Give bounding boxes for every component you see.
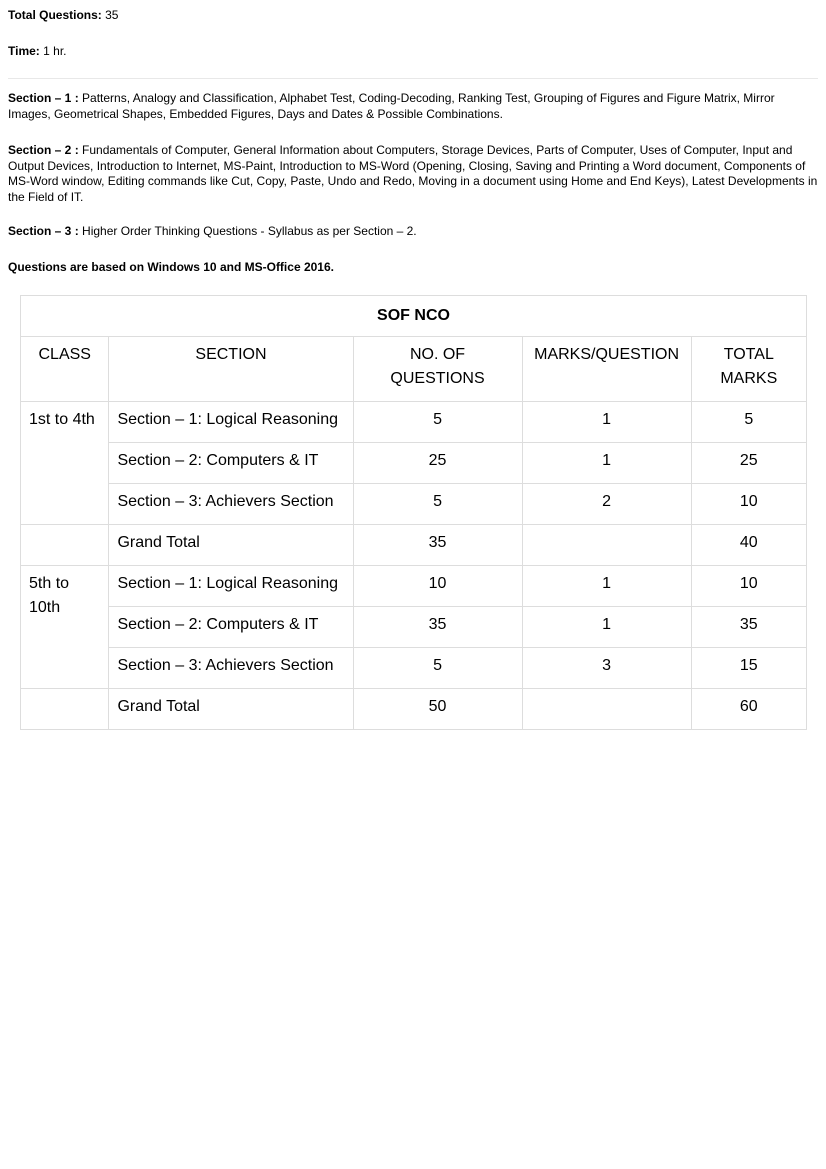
total-marks-cell: 10 [691, 484, 806, 525]
column-header-marks-per-question: MARKS/QUESTION [522, 337, 691, 402]
empty-marks-cell [522, 689, 691, 730]
section-3-label: Section – 3 : [8, 224, 79, 238]
table-row [21, 484, 807, 525]
section-cell: Section – 2: Computers & IT [109, 443, 353, 484]
section-3-description [8, 224, 820, 240]
table-header-row [21, 337, 807, 402]
column-header-questions: NO. OF QUESTIONS [353, 337, 522, 402]
table-title: SOF NCO [21, 296, 807, 337]
total-questions-value: 35 [105, 8, 119, 22]
section-cell: Section – 3: Achievers Section [109, 484, 353, 525]
marks-per-question-cell: 1 [522, 402, 691, 443]
grand-total-row [21, 525, 807, 566]
table-row [21, 402, 807, 443]
total-marks-cell: 10 [691, 566, 806, 607]
grand-total-label: Grand Total [109, 689, 353, 730]
grand-total-row [21, 689, 807, 730]
section-1-text: Patterns, Analogy and Classification, Alphabet Test, Coding-Decoding, Ranking Test, Grouping of Figures and Figure Matrix, Mirror Images, Geometrical Shapes, Embedded Figures, Days and Dates & Possible Combinations. [8, 91, 775, 121]
table-row [21, 566, 807, 607]
questions-cell: 5 [353, 402, 522, 443]
section-cell: Section – 1: Logical Reasoning [109, 566, 353, 607]
questions-cell: 35 [353, 607, 522, 648]
grand-total-label: Grand Total [109, 525, 353, 566]
section-2-label: Section – 2 : [8, 143, 79, 157]
total-marks-cell: 5 [691, 402, 806, 443]
table-row [21, 648, 807, 689]
column-header-section: SECTION [109, 337, 353, 402]
marks-per-question-cell: 2 [522, 484, 691, 525]
marks-per-question-cell: 1 [522, 566, 691, 607]
questions-cell: 5 [353, 648, 522, 689]
time-value: 1 hr. [43, 44, 67, 58]
grand-total-questions: 50 [353, 689, 522, 730]
marks-table [20, 295, 807, 730]
column-header-class: CLASS [21, 337, 109, 402]
section-2-description [8, 143, 820, 205]
section-3-text: Higher Order Thinking Questions - Syllabus as per Section – 2. [82, 224, 417, 238]
section-cell: Section – 2: Computers & IT [109, 607, 353, 648]
total-questions-line [8, 8, 118, 23]
table-title-row [21, 296, 807, 337]
empty-marks-cell [522, 525, 691, 566]
total-marks-cell: 15 [691, 648, 806, 689]
grand-total-marks: 60 [691, 689, 806, 730]
class-cell: 5th to 10th [21, 566, 109, 689]
questions-cell: 5 [353, 484, 522, 525]
section-1-label: Section – 1 : [8, 91, 79, 105]
divider [8, 78, 818, 79]
grand-total-marks: 40 [691, 525, 806, 566]
marks-per-question-cell: 1 [522, 607, 691, 648]
marks-per-question-cell: 3 [522, 648, 691, 689]
class-cell: 1st to 4th [21, 402, 109, 525]
marks-per-question-cell: 1 [522, 443, 691, 484]
total-questions-label: Total Questions: [8, 8, 102, 22]
total-marks-cell: 35 [691, 607, 806, 648]
section-1-description [8, 91, 820, 122]
grand-total-questions: 35 [353, 525, 522, 566]
questions-cell: 25 [353, 443, 522, 484]
column-header-total-marks: TOTAL MARKS [691, 337, 806, 402]
questions-cell: 10 [353, 566, 522, 607]
section-cell: Section – 3: Achievers Section [109, 648, 353, 689]
table-row [21, 607, 807, 648]
table-row [21, 443, 807, 484]
empty-class-cell [21, 525, 109, 566]
total-marks-cell: 25 [691, 443, 806, 484]
time-line [8, 44, 67, 59]
empty-class-cell [21, 689, 109, 730]
software-note: Questions are based on Windows 10 and MS-Office 2016. [8, 260, 334, 274]
section-cell: Section – 1: Logical Reasoning [109, 402, 353, 443]
time-label: Time: [8, 44, 40, 58]
section-2-text: Fundamentals of Computer, General Information about Computers, Storage Devices, Parts of Computer, Uses of Computer, Input and Output Devices, Introduction to Internet, MS-Paint, Introduction to MS-Word (Opening, Closing, Saving and Printing a Word document, Components of MS-Word window, Editing commands like Cut, Copy, Paste, Undo and Redo, Moving in a document using Home and End Keys), Latest Developments in the Field of IT. [8, 143, 818, 204]
